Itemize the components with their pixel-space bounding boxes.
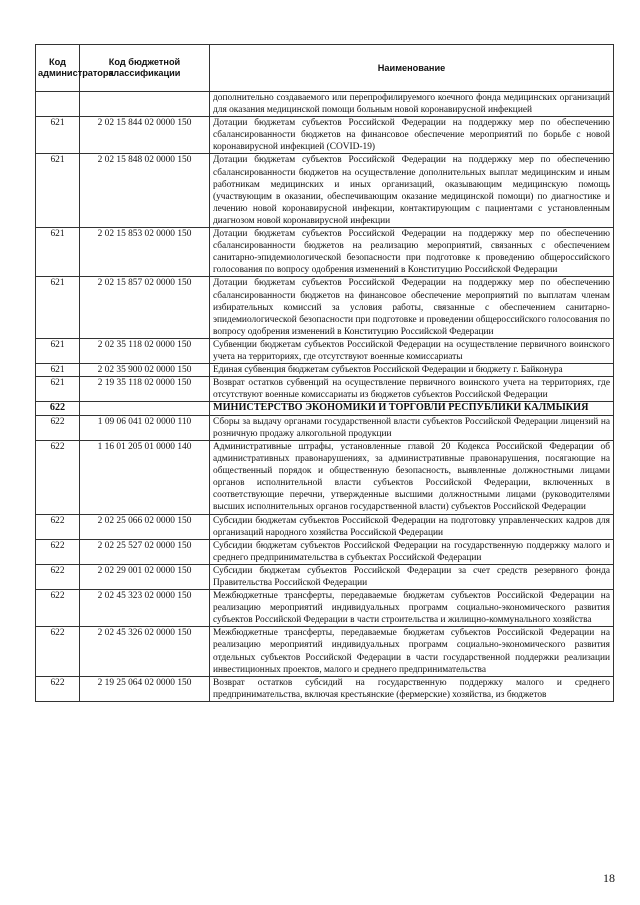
table-row [36,676,614,701]
table-row [36,228,614,277]
budget-document [35,44,613,702]
admin-code-cell: 622 [36,415,80,440]
admin-code-cell: 622 [36,402,80,415]
name-cell: Единая субвенция бюджетам субъектов Российской Федерации и бюджету г. Байконура [210,364,614,377]
header-budget-code: Код бюджетной классификации [80,45,210,92]
budget-code-cell: 2 02 25 066 02 0000 150 [80,514,210,539]
admin-code-cell: 622 [36,676,80,701]
name-cell: Возврат остатков субвенций на осуществление первичного воинского учета на территориях, где отсутствуют военные комиссариаты из бюджетов субъектов Российской Федерации [210,377,614,402]
budget-code-cell: 2 02 15 848 02 0000 150 [80,154,210,228]
admin-code-cell: 621 [36,154,80,228]
admin-code-cell: 622 [36,440,80,514]
name-cell: Дотации бюджетам субъектов Российской Федерации на поддержку мер по обеспечению сбалансированности бюджетов на реализацию мероприятий, связанных с обеспечением санитарно-эпидемиологической безопасности при подготовке к проведению общероссийского голосования по вопросу одобрения изменений в Конституцию Российской Федерации [210,228,614,277]
header-admin-code: Код администратора [36,45,80,92]
table-row [36,539,614,564]
table-row [36,377,614,402]
name-cell: дополнительно создаваемого или перепрофилируемого коечного фонда медицинских организаций для оказания медицинской помощи больным новой коронавирусной инфекцией [210,92,614,117]
table-body [36,92,614,702]
name-cell: Дотации бюджетам субъектов Российской Федерации на поддержку мер по обеспечению сбалансированности бюджетов на финансовое обеспечение мероприятий по борьбе с новой коронавирусной инфекцией (COVID-19) [210,117,614,154]
admin-code-cell: 621 [36,277,80,338]
budget-code-cell: 2 02 45 326 02 0000 150 [80,627,210,676]
admin-code-cell: 621 [36,228,80,277]
admin-code-cell [36,92,80,117]
budget-code-cell [80,402,210,415]
budget-code-cell: 2 02 15 844 02 0000 150 [80,117,210,154]
table-row [36,627,614,676]
budget-code-cell: 2 02 15 857 02 0000 150 [80,277,210,338]
table-row [36,154,614,228]
name-cell: Субсидии бюджетам субъектов Российской Федерации на подготовку управленческих кадров для организаций народного хозяйства Российской Федерации [210,514,614,539]
budget-code-cell: 1 09 06 041 02 0000 110 [80,415,210,440]
budget-code-cell: 2 02 35 118 02 0000 150 [80,338,210,363]
name-cell: Дотации бюджетам субъектов Российской Федерации на поддержку мер по обеспечению сбалансированности бюджетов на финансовое обеспечение мероприятий по выплатам членам избирательных комиссий за условия работы, связанные с обеспечением санитарно-эпидемиологической безопасности при подготовке и проведении общероссийского голосования по вопросу одобрения изменений в Конституцию Российской Федерации [210,277,614,338]
name-cell: Межбюджетные трансферты, передаваемые бюджетам субъектов Российской Федерации на реализацию мероприятий индивидуальных программ социально-экономического развития субъектов Российской Федерации в части строительства и жилищно-коммунального хозяйства [210,590,614,627]
budget-classification-table [35,44,614,702]
ministry-row [36,402,614,415]
budget-code-cell: 2 02 29 001 02 0000 150 [80,564,210,589]
name-cell: Дотации бюджетам субъектов Российской Федерации на поддержку мер по обеспечению сбалансированности бюджетов на осуществление дополнительных выплат медицинским и иным работникам медицинских и иных организаций, оказывающим медицинскую помощь (участвующим в оказании, обеспечивающим оказание медицинской помощи) по диагностике и лечению новой коронавирусной инфекции, контактирующим с пациентами с установленным диагнозом новой коронавирусной инфекции [210,154,614,228]
name-cell: Субвенции бюджетам субъектов Российской Федерации на осуществление первичного воинского учета на территориях, где отсутствуют военные комиссариаты [210,338,614,363]
budget-code-cell: 2 02 25 527 02 0000 150 [80,539,210,564]
admin-code-cell: 622 [36,514,80,539]
admin-code-cell: 622 [36,627,80,676]
admin-code-cell: 621 [36,338,80,363]
budget-code-cell: 1 16 01 205 01 0000 140 [80,440,210,514]
budget-code-cell: 2 19 35 118 02 0000 150 [80,377,210,402]
admin-code-cell: 622 [36,564,80,589]
table-row [36,338,614,363]
budget-code-cell [80,92,210,117]
admin-code-cell: 622 [36,539,80,564]
table-row [36,590,614,627]
name-cell: Административные штрафы, установленные главой 20 Кодекса Российской Федерации об административных правонарушениях, за административные правонарушения, посягающие на общественный порядок и общественную безопасность, выявленные должностными лицами органов исполнительной власти субъектов Российской Федерации, включенных в соответствующие перечни, утвержденные высшими должностными лицами (руководителями высших исполнительных органов государственной власти) субъектов Российской Федерации [210,440,614,514]
table-row [36,277,614,338]
budget-code-cell: 2 02 45 323 02 0000 150 [80,590,210,627]
budget-code-cell: 2 19 25 064 02 0000 150 [80,676,210,701]
table-row [36,117,614,154]
budget-code-cell: 2 02 15 853 02 0000 150 [80,228,210,277]
admin-code-cell: 621 [36,364,80,377]
name-cell: Субсидии бюджетам субъектов Российской Федерации на государственную поддержку малого и среднего предпринимательства в субъектах Российской Федерации [210,539,614,564]
name-cell: МИНИСТЕРСТВО ЭКОНОМИКИ И ТОРГОВЛИ РЕСПУБЛИКИ КАЛМЫКИЯ [210,402,614,415]
table-row [36,440,614,514]
admin-code-cell: 622 [36,590,80,627]
name-cell: Субсидии бюджетам субъектов Российской Федерации за счет средств резервного фонда Правительства Российской Федерации [210,564,614,589]
admin-code-cell: 621 [36,117,80,154]
name-cell: Возврат остатков субсидий на государственную поддержку малого и среднего предпринимательства, включая крестьянские (фермерские) хозяйства, из бюджетов [210,676,614,701]
page-number: 18 [603,871,615,885]
table-row [36,514,614,539]
header-name: Наименование [210,45,614,92]
table-row [36,564,614,589]
name-cell: Сборы за выдачу органами государственной власти субъектов Российской Федерации лицензий на розничную продажу алкогольной продукции [210,415,614,440]
table-row [36,92,614,117]
table-row [36,364,614,377]
table-row [36,415,614,440]
budget-code-cell: 2 02 35 900 02 0000 150 [80,364,210,377]
table-header [36,45,614,92]
name-cell: Межбюджетные трансферты, передаваемые бюджетам субъектов Российской Федерации на реализацию мероприятий индивидуальных программ социально-экономического развития отдельных субъектов Российской Федерации в части государственной поддержки реализации инвестиционных проектов, малого и среднего предпринимательства [210,627,614,676]
admin-code-cell: 621 [36,377,80,402]
